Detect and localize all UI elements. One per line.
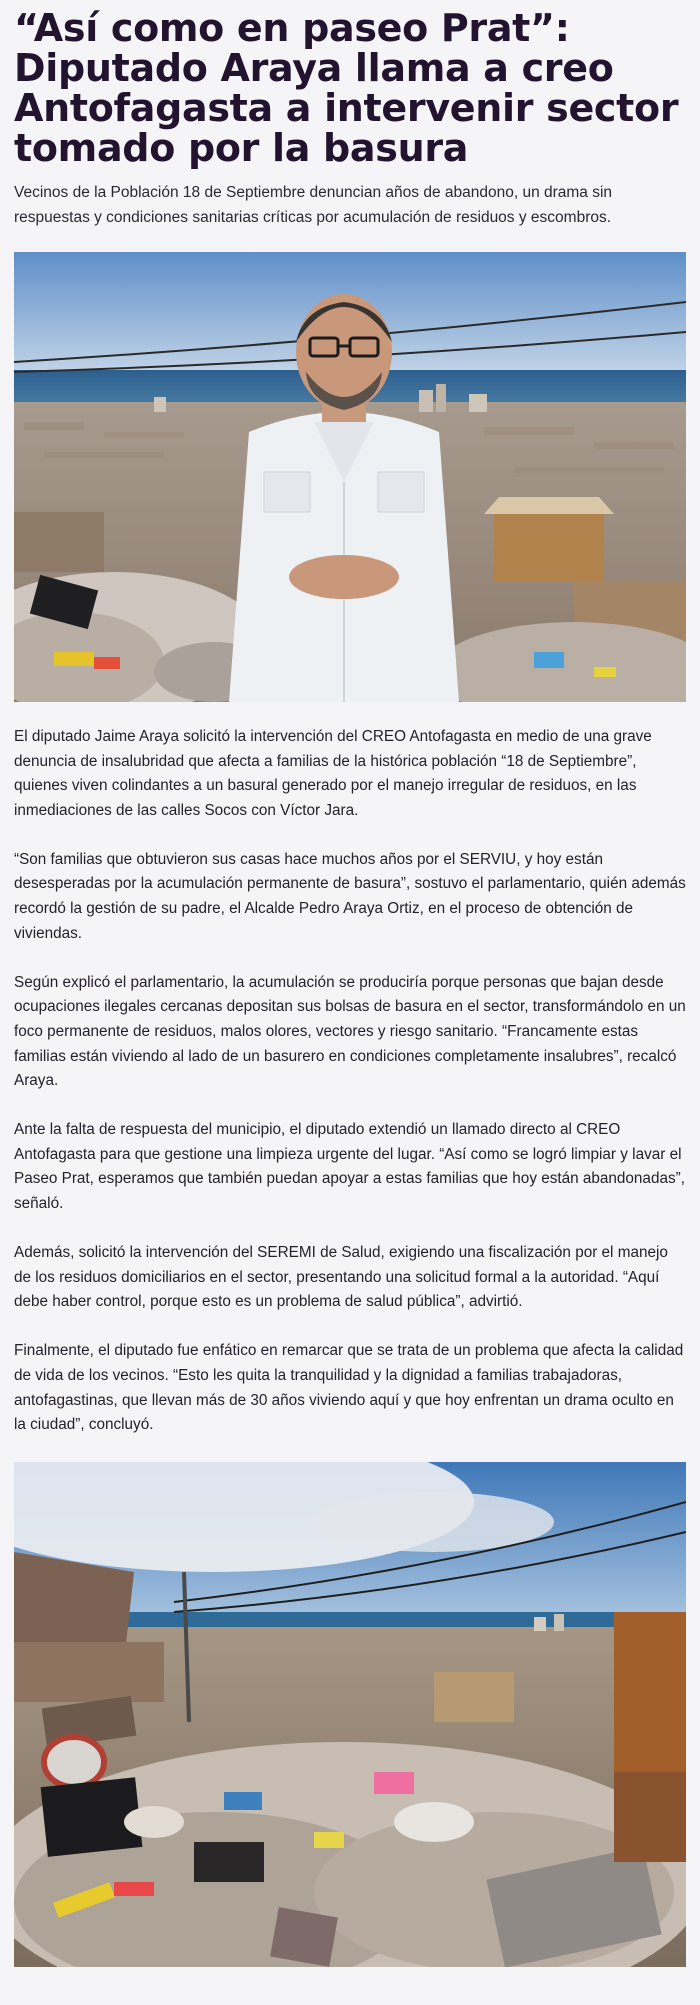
article-body <box>14 725 686 1438</box>
photo-garbage-illustration <box>14 1462 686 1967</box>
article-paragraph: Ante la falta de respuesta del municipio, el diputado extendió un llamado directo al CREO Antofagasta para que gestione una limpieza urgente del lugar. “Así como se logró limpiar y lavar el Paseo Prat, esperamos que también puedan apoyar a estas familias que hoy están abandonadas”, señaló. <box>14 1121 685 1212</box>
article <box>14 0 686 1967</box>
article-paragraph: El diputado Jaime Araya solicitó la intervención del CREO Antofagasta en medio de una grave denuncia de insalubridad que afecta a familias de la histórica población “18 de Septiembre”, quienes viven colindantes a un basural generado por el manejo irregular de residuos, en las inmediaciones de las calles Socos con Víctor Jara. <box>14 728 652 819</box>
article-paragraph: Además, solicitó la intervención del SEREMI de Salud, exigiendo una fiscalización por el manejo de los residuos domiciliarios en el sector, presentando una solicitud formal a la autoridad. “Aquí debe haber control, porque esto es un problema de salud pública”, advirtió. <box>14 1244 668 1311</box>
article-headline: “Así como en paseo Prat”: Diputado Araya llama a creo Antofagasta a intervenir sector tomado por la basura <box>14 6 679 170</box>
article-lead: Vecinos de la Población 18 de Septiembre denuncian años de abandono, un drama sin respuestas y condiciones sanitarias críticas por acumulación de residuos y escombros. <box>14 184 613 226</box>
article-paragraph: Según explicó el parlamentario, la acumulación se produciría porque personas que bajan desde ocupaciones ilegales cercanas depositan sus bolsas de basura en el sector, transformándolo en un foco permanente de residuos, malos olores, vectores y riesgo sanitario. “Francamente estas familias están viviendo al lado de un basurero en condiciones completamente insalubres”, recalcó Araya. <box>14 973 686 1090</box>
article-paragraph: Finalmente, el diputado fue enfático en remarcar que se trata de un problema que afecta la calidad de vida de los vecinos. “Esto les quita la tranquilidad y la dignidad a familias trabajadoras, antofagastinas, que llevan más de 30 años viviendo aquí y que hoy enfrentan un drama oculto en la ciudad”, concluyó. <box>14 1342 684 1434</box>
article-photo-garbage <box>14 1462 686 1967</box>
photo-deputy-illustration <box>14 252 686 702</box>
article-paragraph: “Son familias que obtuvieron sus casas hace muchos años por el SERVIU, y hoy están desesperadas por la acumulación permanente de basura”, sostuvo el parlamentario, quién además recordó la gestión de su padre, el Alcalde Pedro Araya Ortiz, en el proceso de obtención de viviendas. <box>14 850 686 942</box>
article-photo-deputy <box>14 252 686 702</box>
